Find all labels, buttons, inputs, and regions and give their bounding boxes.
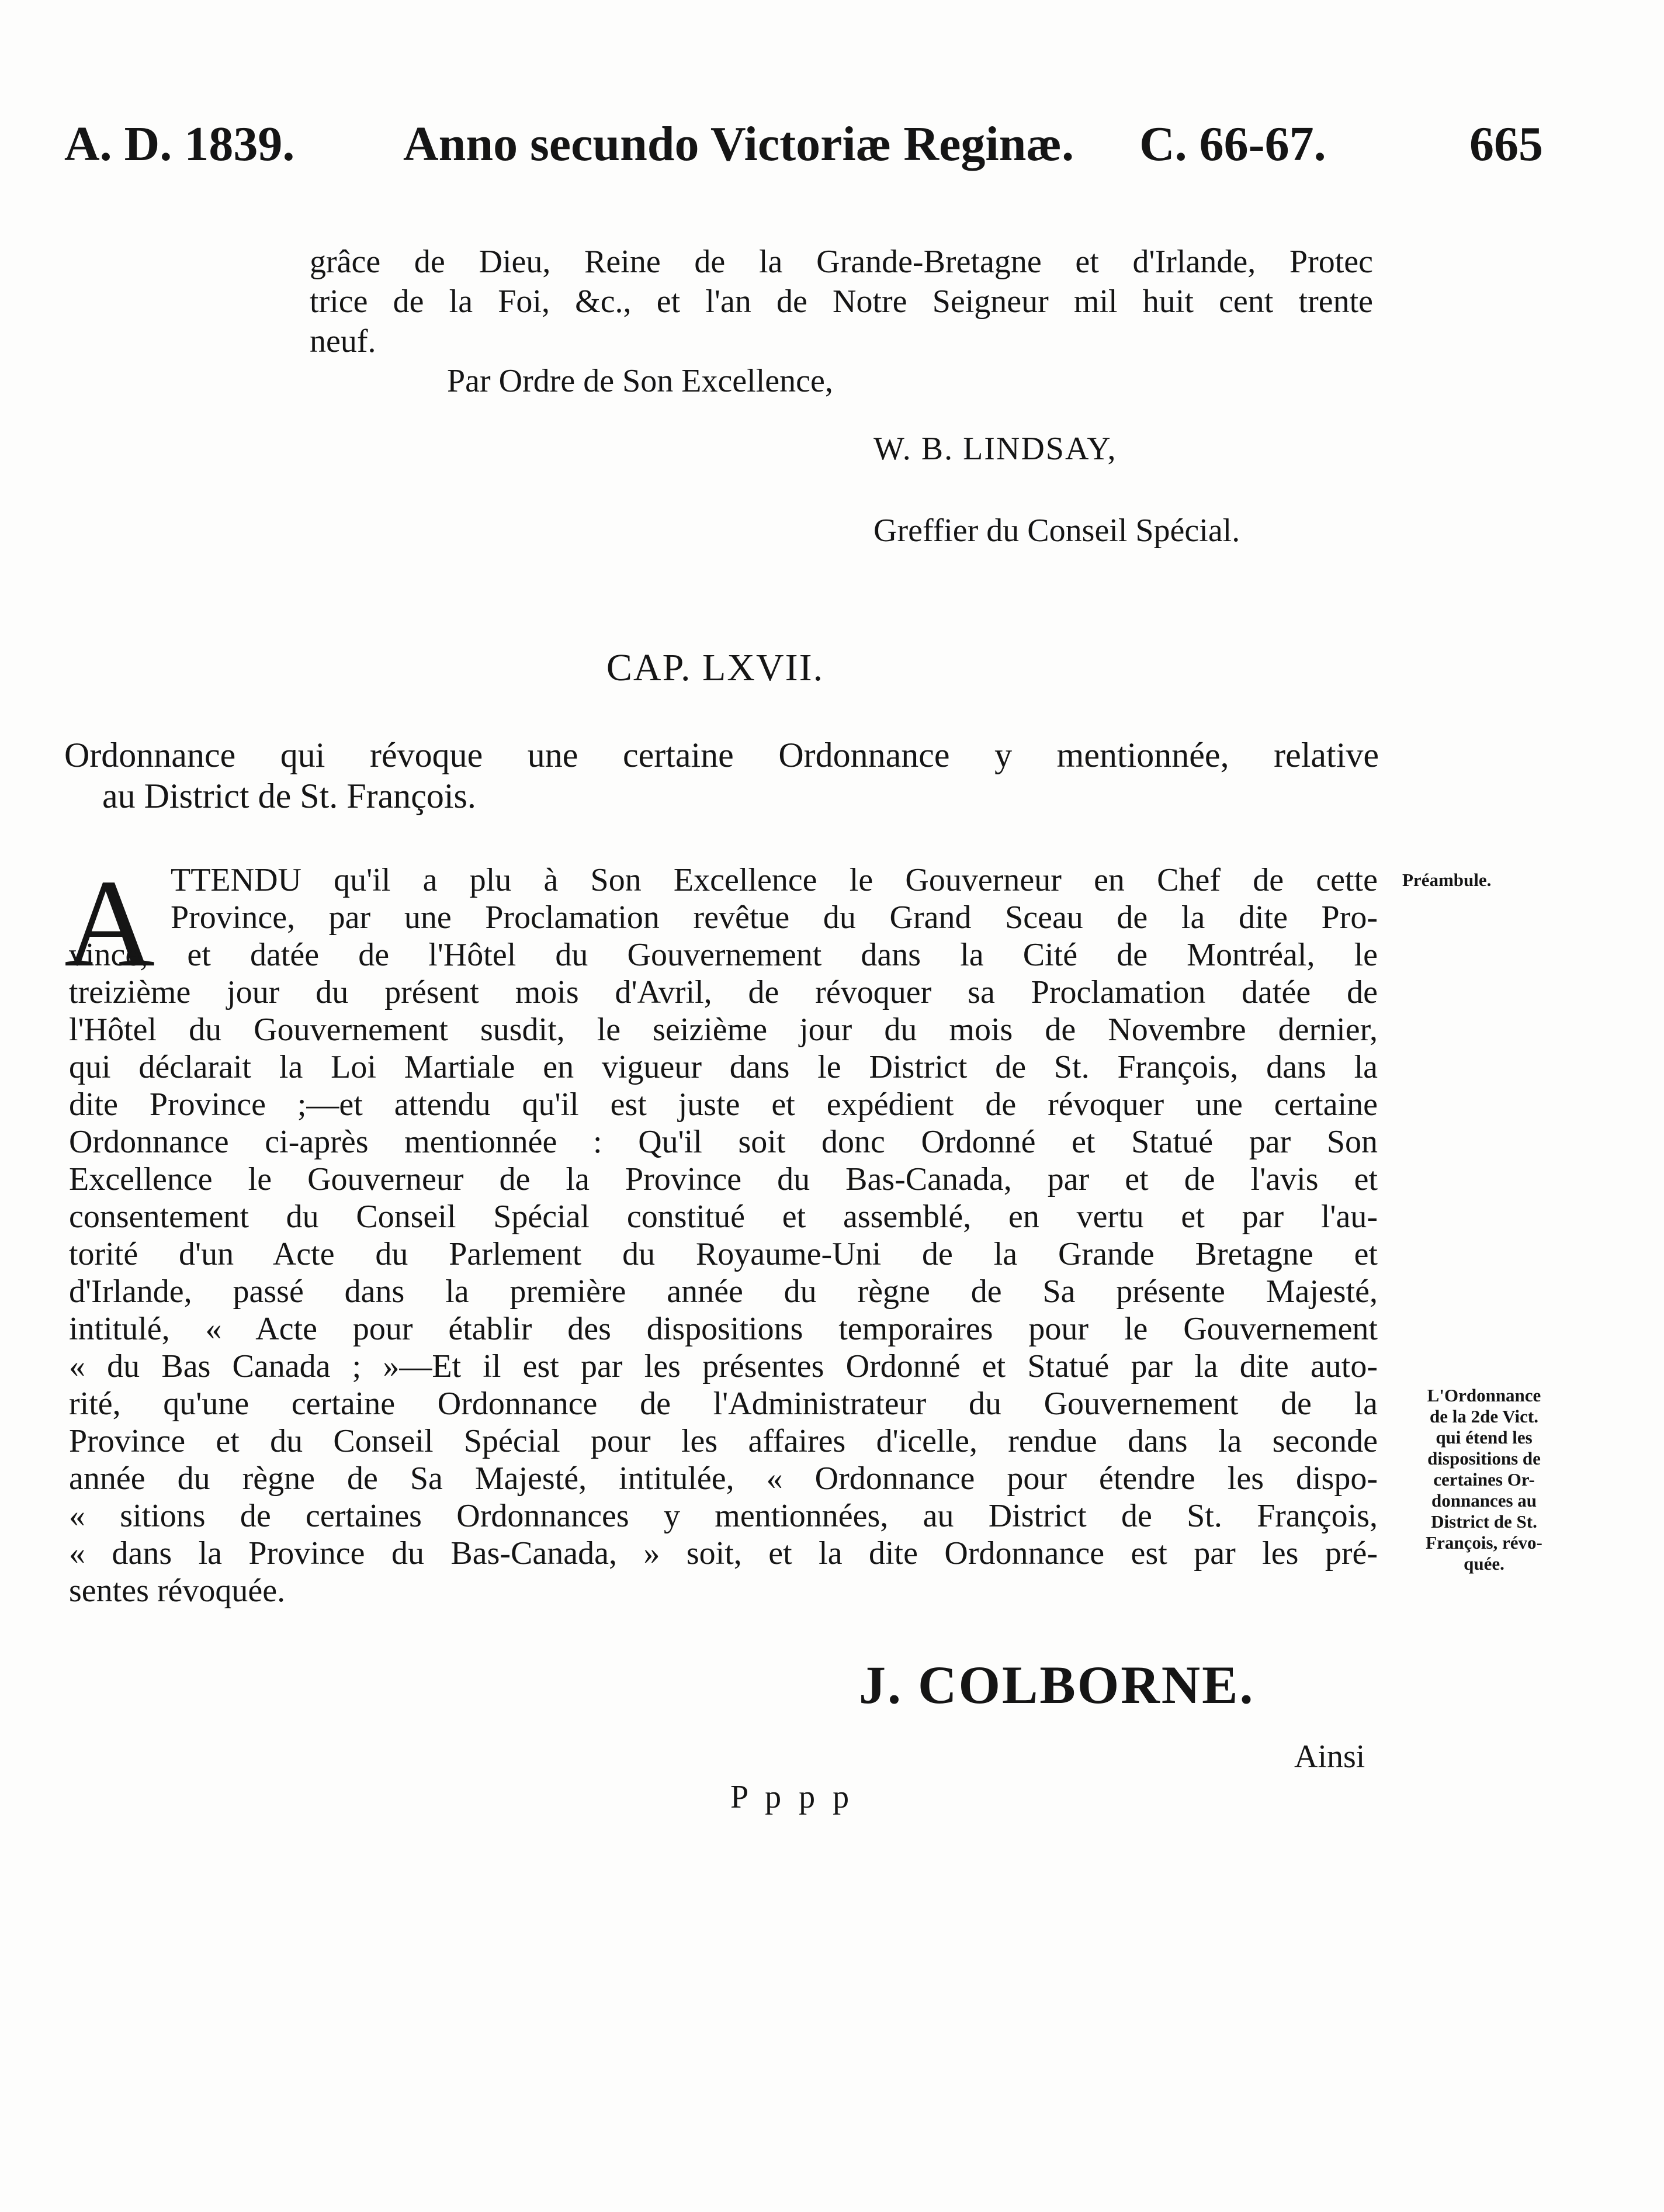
signatory-title: Greffier du Conseil Spécial.	[873, 513, 1240, 549]
body-line: Province, par une Proclamation revêtue du Grand Sceau de la dite Pro-	[171, 899, 1378, 936]
page-number: 665	[1469, 117, 1543, 171]
margin-note-line: de la 2de Vict.	[1430, 1406, 1538, 1427]
body-line: d'Irlande, passé dans la première année du règne de Sa présente Majesté,	[69, 1273, 1378, 1310]
body-line: « du Bas Canada ; »—Et il est par les présentes Ordonné et Statué par la dite auto-	[69, 1348, 1378, 1384]
intro-line: neuf.	[310, 323, 376, 359]
body-line: consentement du Conseil Spécial constitué et assemblé, en vertu et par l'au-	[69, 1199, 1378, 1235]
signature-mark: P p p p	[730, 1779, 854, 1815]
chapter-title-line: au District de St. François.	[102, 777, 476, 815]
margin-note-line: District de St.	[1431, 1511, 1537, 1532]
margin-note-line: qui étend les	[1436, 1427, 1533, 1448]
body-line: TTENDU qu'il a plu à Son Excellence le Gouverneur en Chef de cette	[171, 862, 1378, 898]
margin-note-line: François, révo-	[1426, 1532, 1542, 1553]
body-line: année du règne de Sa Majesté, intitulée, « Ordonnance pour étendre les dispo-	[69, 1460, 1378, 1497]
running-head-chapter: C. 66-67.	[1139, 117, 1326, 171]
signatory-name: W. B. LINDSAY,	[873, 431, 1117, 467]
body-line: torité d'un Acte du Parlement du Royaume-Uni de la Grande Bretagne et	[69, 1236, 1378, 1272]
margin-note-repeal	[1396, 1385, 1572, 1574]
margin-note-preamble: Préambule.	[1402, 870, 1492, 890]
intro-line: trice de la Foi, &c., et l'an de Notre Seigneur mil huit cent trente	[310, 283, 1373, 320]
body-line: Province et du Conseil Spécial pour les affaires d'icelle, rendue dans la seconde	[69, 1423, 1378, 1459]
body-line: « dans la Province du Bas-Canada, » soit, et la dite Ordonnance est par les pré-	[69, 1535, 1378, 1571]
body-line: « sitions de certaines Ordonnances y mentionnées, au District de St. François,	[69, 1498, 1378, 1534]
drop-cap: A	[64, 853, 155, 993]
running-head-title: Anno secundo Victoriæ Reginæ.	[403, 117, 1074, 171]
body-line: intitulé, « Acte pour établir des dispositions temporaires pour le Gouvernement	[69, 1311, 1378, 1347]
margin-note-line: quée.	[1464, 1553, 1504, 1574]
body-line: treizième jour du présent mois d'Avril, de révoquer sa Proclamation datée de	[69, 974, 1378, 1010]
margin-note-line: L'Ordonnance	[1427, 1385, 1541, 1406]
order-line: Par Ordre de Son Excellence,	[447, 363, 833, 399]
margin-note-line: donnances au	[1431, 1490, 1537, 1511]
body-line: dite Province ;—et attendu qu'il est juste et expédient de révoquer une certaine	[69, 1086, 1378, 1123]
body-line: Excellence le Gouverneur de la Province du Bas-Canada, par et de l'avis et	[69, 1161, 1378, 1197]
body-line: Ordonnance ci-après mentionnée : Qu'il soit donc Ordonné et Statué par Son	[69, 1124, 1378, 1160]
margin-note-line: dispositions de	[1427, 1448, 1541, 1469]
catchword: Ainsi	[1294, 1739, 1365, 1775]
body-line: vince, et datée de l'Hôtel du Gouvernement dans la Cité de Montréal, le	[69, 937, 1378, 973]
margin-note-line: certaines Or-	[1433, 1469, 1535, 1490]
intro-line: grâce de Dieu, Reine de la Grande-Bretagne et d'Irlande, Protec	[310, 244, 1373, 280]
body-line: sentes révoquée.	[69, 1573, 286, 1609]
closing-signature: J. COLBORNE.	[859, 1655, 1255, 1715]
body-line: l'Hôtel du Gouvernement susdit, le seizième jour du mois de Novembre dernier,	[69, 1012, 1378, 1048]
chapter-heading: CAP. LXVII.	[606, 646, 824, 689]
body-line: rité, qu'une certaine Ordonnance de l'Administrateur du Gouvernement de la	[69, 1386, 1378, 1422]
running-head-date: A. D. 1839.	[64, 117, 295, 171]
chapter-title-line: Ordonnance qui révoque une certaine Ordonnance y mentionnée, relative	[64, 736, 1379, 774]
body-line: qui déclarait la Loi Martiale en vigueur dans le District de St. François, dans la	[69, 1049, 1378, 1085]
